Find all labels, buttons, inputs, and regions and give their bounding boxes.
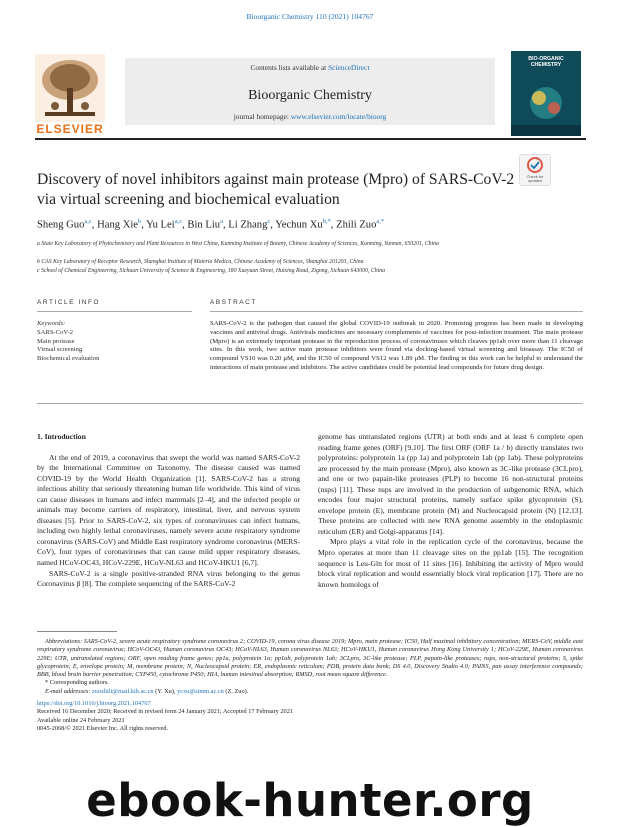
- abstract-rule: [210, 311, 583, 312]
- copyright-line: 0045-2068/© 2021 Elsevier Inc. All rights reserved.: [37, 725, 169, 733]
- body-paragraph: Mpro plays a vital role in the replication cycle of the coronavirus, because the Mpro operates at more than 11 cleavage sites on the pp1ab [15]. The recognition sequence is Leu-Gln for most of 11 sites [16]. Inhibiting the activity of Mpro would block viral replication and would essentially block viral replication [17]. There are no known homologs of: [318, 537, 583, 589]
- journal-name: Bioorganic Chemistry: [248, 88, 372, 103]
- elsevier-tree-logo: [35, 54, 105, 129]
- elsevier-wordmark: ELSEVIER: [36, 122, 104, 136]
- section-heading-introduction: 1. Introduction: [37, 432, 86, 441]
- author-affiliation-marker[interactable]: a,c: [84, 218, 92, 225]
- received-dates: Received 16 December 2020; Received in revised form 24 January 2021; Accepted 17 February 2021: [37, 708, 293, 716]
- email-link-2[interactable]: ycxu@simm.ac.cn: [177, 687, 224, 695]
- check-updates-label: Check for updates: [526, 174, 544, 183]
- author-affiliation-marker[interactable]: a,*: [376, 218, 385, 225]
- author-affiliation-marker[interactable]: a: [220, 218, 223, 225]
- header-rule: [35, 138, 586, 140]
- author-affiliation-marker[interactable]: c: [267, 218, 271, 225]
- article-info-rule: [37, 311, 192, 312]
- body-paragraph: At the end of 2019, a coronavirus that swept the world was named SARS-CoV-2 by the International Committee on Taxonomy. The disease caused was named COVID-19 by the World Health Organization [1]. SARS-CoV-2 has a strong infectious ability that seriously threatening human life worldwide. This kind of virus can cause diseases in humans and infect mammals [2–4], and the infected people or animals may become carriers of respiratory, intestinal, liver, and nervous system diseases [5]. Prior to SARS-CoV-2, six types of coronaviruses can infect humans, including two highly lethal coronaviruses, namely severe acute respiratory syndrome coronavirus (SARS-CoV) and Middle East respiratory syndrome coronavirus (MERS-CoV), four types of coronaviruses that can cause mild upper respiratory diseases, named HCoV-OC43, HCoV-229E, HCoV-NL63 and HCoV-HKU1 [6,7].: [37, 452, 300, 568]
- author-name: Yu Lei: [146, 219, 175, 231]
- affiliation-c: c School of Chemical Engineering, Sichuan University of Science & Engineering, 180 Xueyuan Street, Huixing Road, Zigong, Sichuan 643000, China: [37, 268, 386, 274]
- author-name: Hang Xie: [97, 219, 138, 231]
- contents-prefix: Contents lists available at: [250, 63, 329, 72]
- sciencedirect-link[interactable]: ScienceDirect: [328, 63, 370, 72]
- body-column-left: [37, 432, 300, 590]
- contents-line: [125, 63, 495, 72]
- keyword-item: Main protease: [37, 337, 75, 345]
- email-name-2: (Z. Zuo).: [223, 687, 249, 695]
- keywords-label: Keywords:: [37, 320, 66, 327]
- body-column-right: [318, 432, 583, 590]
- author-name: Bin Liu: [187, 219, 221, 231]
- check-for-updates-badge[interactable]: [519, 154, 551, 186]
- footnote-rule: [37, 631, 117, 632]
- abstract-heading: ABSTRACT: [210, 299, 257, 306]
- author-affiliation-marker[interactable]: b,*: [322, 218, 331, 225]
- author-name: Sheng Guo: [37, 219, 85, 231]
- author-name: Zhili Zuo: [336, 219, 377, 231]
- author-affiliation-marker[interactable]: b: [137, 218, 142, 225]
- keywords-block: [37, 320, 187, 364]
- doi-link[interactable]: https://doi.org/10.1016/j.bioorg.2021.104767: [37, 700, 151, 707]
- abbreviations-footnote: Abbreviations: SARS-CoV-2, severe acute respiratory syndrome coronavirus 2; COVID-19, corona virus disease 2019; Mpro, main protease; IC50, Half maximal inhibitory concentration; MERS-CoV, middle east respiratory syndrome coronavirus; HCoV-OC43, Human coronavirus OC43; HCoV-NL63, Human coronavirus NL63; HCoV-HKU1, Human coronavirus Hong Kong University 1; HCoV-229E, Human coronavirus 229E; UTR, untranslated regions; ORF, open reading frame genes; pp1a, polyprotein 1a; pp1ab, polyprotein 1ab; 3CLpro, 3C-like protease; PLP, papain-like proteases; nsps, non-structural proteins; S, spike glycoprotein; E, envelope protein; M, membrane protein; N, Nucleocapsid protein; ER, endoplasmic reticulum; PDB, protein data bank; DS 4.0, Discovery Studio 4.0; PAINS, pan assay interference compounds; BBB, blood brain barrier penetration; CYP450, cytochrome P450; HIA, human intestinal absorption; RMSD, root mean square difference.: [37, 638, 583, 679]
- homepage-line: [125, 112, 495, 121]
- body-paragraph: genome has untranslated regions (UTR) at both ends and at least 6 complete open reading frame genes (ORF) [9,10]. The first ORF (ORF 1a / b) directly translates two polyproteins: polyprotein 1a (pp 1a) and polyprotein 1ab (pp 1ab). These polyproteins are processed by the main protease (Mpro), also known as 3C-like protease (3CLpro), and one or two papain-like proteases (PLP) to become 16 non-structural proteins (nsps) [11]. These nsps are involved in the production of subgenomic RNA, which encodes four major structural proteins, namely surface spike glycoprotein (S), envelope protein (E), membrane protein (M) and Nucleocapsid protein (N) [12,13]. These proteins are collected with new RNA genome assembly in the endoplasmic reticulum (ER) and Golgi-apparatus [14].: [318, 432, 583, 536]
- corresponding-authors-note: * Corresponding authors.: [45, 679, 109, 687]
- email-label: E-mail addresses:: [45, 687, 92, 695]
- email-link-1[interactable]: zuozhili@mail.kib.ac.cn: [92, 687, 154, 695]
- journal-cover-image: [511, 51, 581, 136]
- email-name-1: (Y. Xu),: [153, 687, 178, 695]
- keyword-item: SARS-CoV-2: [37, 328, 74, 336]
- available-online: Available online 24 February 2021: [37, 716, 125, 724]
- homepage-link[interactable]: www.elsevier.com/locate/bioorg: [290, 112, 387, 121]
- keyword-item: Biochemical evaluation: [37, 355, 100, 363]
- check-updates-icon: [520, 155, 550, 175]
- author-name: Yechun Xu: [275, 219, 323, 231]
- publication-info: [37, 700, 437, 734]
- abstract-bottom-rule: [37, 403, 583, 404]
- author-list: Sheng Guo$^{a,c}$, Hang Xie$^b$, Yu Lei$^{a,c}$, Bin Liu$^a$, Li Zhang$^c$, Yechun $Xu^{b,*}$, Zhili Zuo$^{a,*}$: [37, 218, 385, 231]
- affiliation-b: b CAS Key Laboratory of Receptor Research, Shanghai Institute of Materia Medica, Chinese Academy of Sciences, Shanghai 201203, China: [37, 259, 364, 265]
- homepage-prefix: journal homepage:: [233, 112, 291, 121]
- email-addresses: [37, 688, 583, 696]
- author-affiliation-marker[interactable]: a,c: [174, 218, 183, 225]
- abstract-text: SARS-CoV-2 is the pathogen that caused the global COVID-19 outbreak in 2020. Promising progress has been made in developing vaccines and antiviral drugs. Antivirals medicines are necessary complements of vaccines for post-infection treatment. The main protease (Mpro) is an extremely important protease in the reproduction process of coronaviruses which cleaves pp1ab over more than 11 cleavage sites. In this work, two active main protease inhibitors were found via docking-based virtual screening and bioassay. The IC50 of compound VS10 was 0.20 μM, and the IC50 of compound VS12 was 1.89 μM. The finding in this work can be helpful to understand the interactions of main protease and inhibitors. The active candidates could be potential lead compounds for future drug design.: [210, 320, 583, 371]
- body-paragraph: SARS-CoV-2 is a single positive-stranded RNA virus belonging to the genus Coronavirus β [8]. The complete sequencing of the SARS-CoV-2: [37, 568, 300, 589]
- watermark-text: ebook-hunter.org: [86, 774, 534, 827]
- footnotes-block: [37, 638, 583, 696]
- running-header[interactable]: Bioorganic Chemistry 110 (2021) 104767: [246, 12, 374, 21]
- affiliation-a: a State Key Laboratory of Phytochemistry and Plant Resources in West China, Kunming Institute of Botany, Chinese Academy of Sciences, Kunming, Yunnan, 650201, China: [37, 241, 439, 247]
- author-name: Li Zhang: [228, 219, 268, 231]
- keyword-item: Virtual screening: [37, 346, 83, 354]
- cover-title: BIO-ORGANIC CHEMISTRY: [528, 56, 564, 68]
- article-info-heading: ARTICLE INFO: [37, 299, 101, 306]
- article-title: Discovery of novel inhibitors against main protease (Mpro) of SARS-CoV-2 via virtual screening and biochemical evaluation: [37, 171, 515, 208]
